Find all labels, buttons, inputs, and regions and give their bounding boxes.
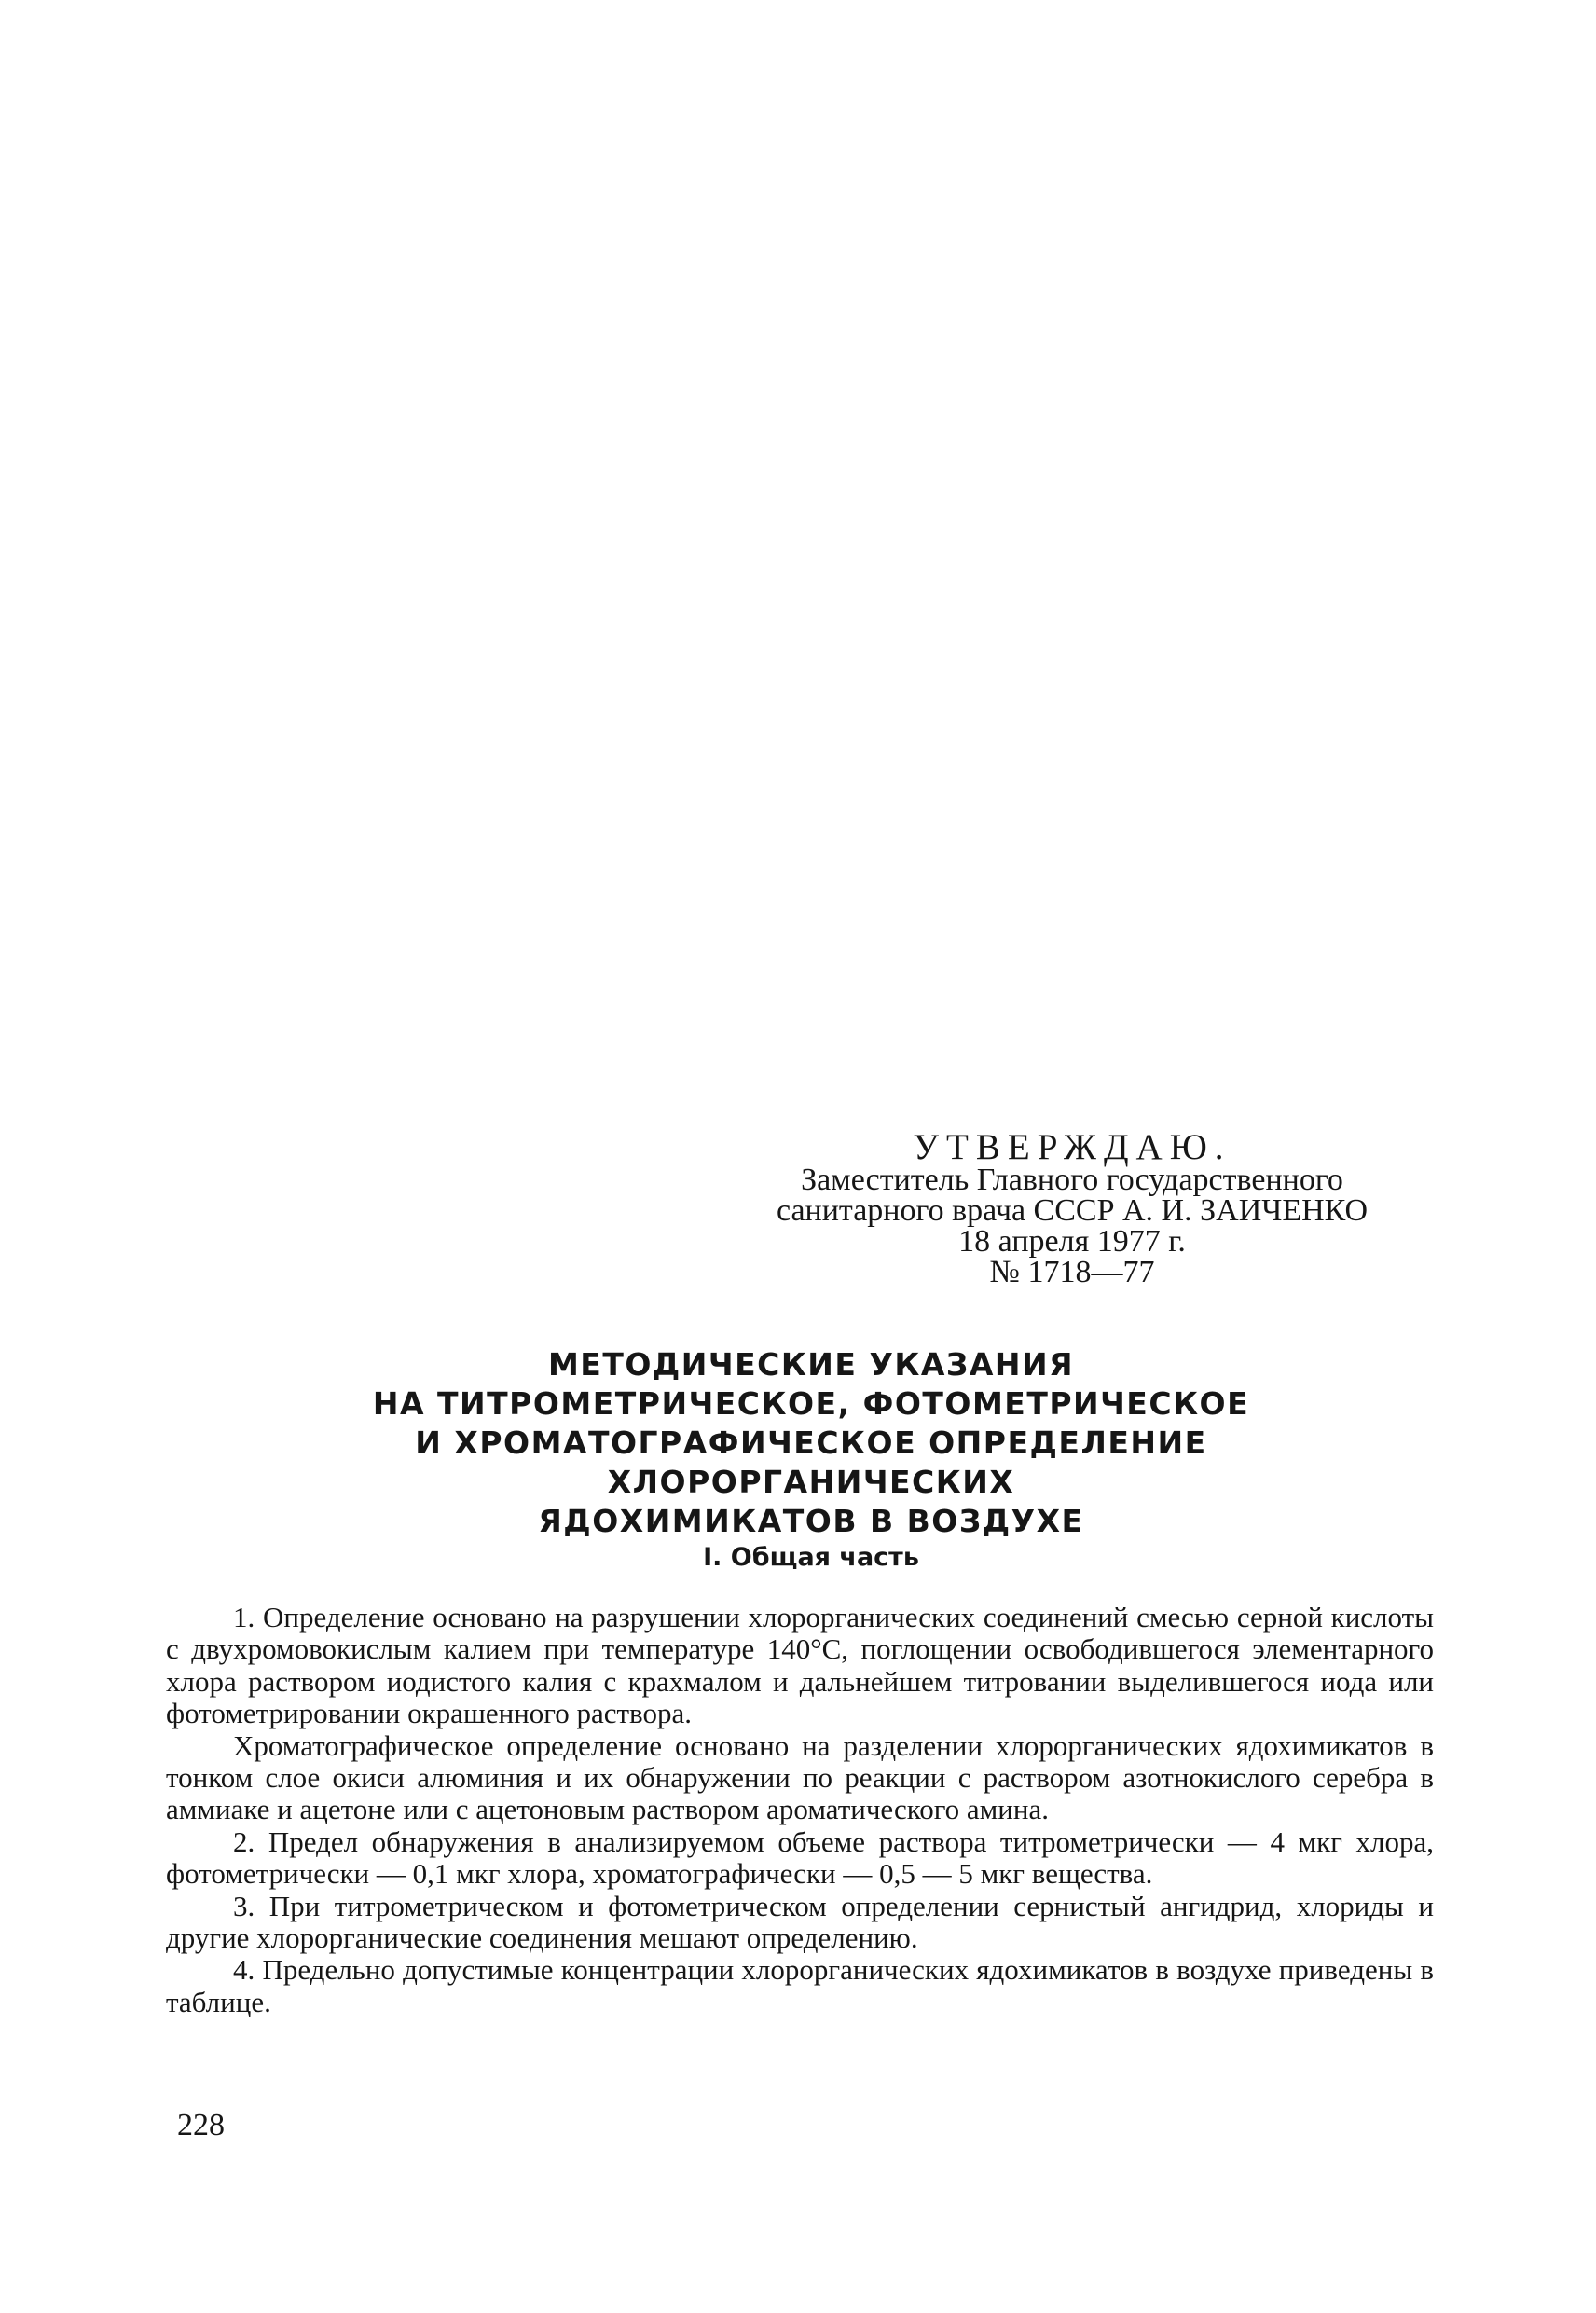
approval-word: УТВЕРЖДАЮ.: [913, 1127, 1231, 1167]
title-line-3: И ХРОМАТОГРАФИЧЕСКОЕ ОПРЕДЕЛЕНИЕ ХЛОРОРГАНИЧЕСКИХ: [415, 1425, 1207, 1500]
document-title: [280, 1345, 1342, 1541]
approval-position-line: Заместитель Главного государственного: [801, 1163, 1343, 1197]
section-heading: I. Общая часть: [703, 1543, 919, 1572]
paragraph-item-3: 3. При титрометрическом и фотометрическом определении сернистый ангидрид, хлориды и другие хлорорганические соединения мешают определению.: [166, 1889, 1434, 1955]
title-line-2: НА ТИТРОМЕТРИЧЕСКОЕ, ФОТОМЕТРИЧЕСКОЕ: [372, 1385, 1250, 1422]
approval-name-line: санитарного врача СССР А. И. ЗАИЧЕНКО: [776, 1193, 1369, 1228]
title-line-1: МЕТОДИЧЕСКИЕ УКАЗАНИЯ: [547, 1346, 1075, 1383]
paragraph-item-1: 1. Определение основано на разрушении хлорорганических соединений смесью серной кислоты с двухромовокислым калием при температуре 140°С, поглощении освободившегося элементарного хлора раствором иодистого калия с крахмалом и дальнейшем титровании выделившегося иода или фотометрировании окрашенного раствора.: [166, 1601, 1434, 1730]
page-number: 228: [177, 2108, 225, 2142]
title-line-4: ЯДОХИМИКАТОВ В ВОЗДУХЕ: [538, 1503, 1084, 1539]
paragraph-chromatography: Хроматографическое определение основано на разделении хлорорганических ядохимикатов в тонком слое окиси алюминия и их обнаружении по реакции с раствором азотнокислого серебра в аммиаке и ацетоне или с ацетоновым раствором ароматического амина.: [166, 1728, 1434, 1826]
approval-number: № 1718—77: [989, 1255, 1155, 1289]
approval-block: [736, 1127, 1408, 1289]
paragraph-item-2: 2. Предел обнаружения в анализируемом объеме раствора титрометрически — 4 мкг хлора, фотометрически — 0,1 мкг хлора, хроматографически — 0,5 — 5 мкг вещества.: [166, 1824, 1434, 1891]
paragraph-item-4: 4. Предельно допустимые концентрации хлорорганических ядохимикатов в воздухе приведены в таблице.: [166, 1953, 1434, 2018]
body-text: [166, 1602, 1434, 2018]
approval-date: 18 апреля 1977 г.: [958, 1224, 1186, 1259]
